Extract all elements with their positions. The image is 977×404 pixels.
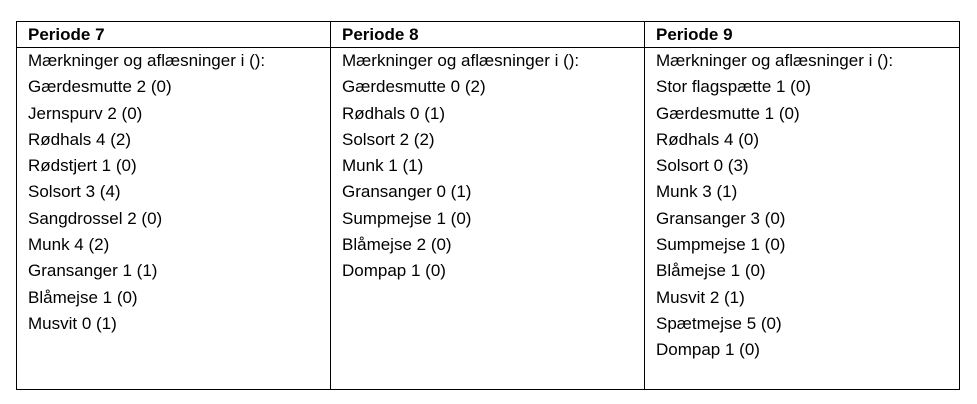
species-entry: Munk 3 (1) <box>656 182 738 202</box>
species-entry: Blåmejse 1 (0) <box>656 261 766 281</box>
species-entry: Rødhals 4 (2) <box>28 129 131 149</box>
cell-intro: Mærkninger og aflæsninger i (): <box>342 51 580 70</box>
period-header: Periode 8 <box>331 22 645 48</box>
cell-intro: Mærkninger og aflæsninger i (): <box>28 51 266 70</box>
species-entry: Gransanger 3 (0) <box>656 208 786 228</box>
period-cell <box>17 48 331 390</box>
species-entry: Musvit 0 (1) <box>28 313 117 333</box>
species-entry: Solsort 0 (3) <box>656 156 749 176</box>
species-entry: Sangdrossel 2 (0) <box>28 208 163 228</box>
species-entry: Dompap 1 (0) <box>342 261 446 281</box>
period-cell <box>645 48 960 390</box>
species-entry: Blåmejse 1 (0) <box>28 287 138 307</box>
species-entry: Sumpmejse 1 (0) <box>342 208 472 228</box>
species-entry: Stor flagspætte 1 (0) <box>656 77 811 97</box>
ringing-periods-table <box>16 21 960 390</box>
species-entry: Rødhals 0 (1) <box>342 103 445 123</box>
species-entry: Musvit 2 (1) <box>656 287 745 307</box>
species-entry: Rødstjert 1 (0) <box>28 156 137 176</box>
species-entry: Gransanger 1 (1) <box>28 261 158 281</box>
species-entry: Blåmejse 2 (0) <box>342 235 452 255</box>
period-header: Periode 9 <box>645 22 960 48</box>
period-header: Periode 7 <box>17 22 331 48</box>
cell-intro: Mærkninger og aflæsninger i (): <box>656 51 894 70</box>
period-cell <box>331 48 645 390</box>
species-entry: Sumpmejse 1 (0) <box>656 235 786 255</box>
species-entry: Gærdesmutte 2 (0) <box>28 77 172 97</box>
species-entry: Rødhals 4 (0) <box>656 129 759 149</box>
species-entry: Munk 4 (2) <box>28 235 110 255</box>
content-row <box>17 48 960 390</box>
header-row <box>17 22 960 48</box>
species-entry: Jernspurv 2 (0) <box>28 103 143 123</box>
species-entry: Gransanger 0 (1) <box>342 182 472 202</box>
species-entry: Dompap 1 (0) <box>656 340 760 360</box>
species-entry: Solsort 2 (2) <box>342 129 435 149</box>
species-entry: Munk 1 (1) <box>342 156 424 176</box>
species-entry: Gærdesmutte 0 (2) <box>342 77 486 97</box>
species-entry: Solsort 3 (4) <box>28 182 121 202</box>
species-entry: Gærdesmutte 1 (0) <box>656 103 800 123</box>
species-entry: Spætmejse 5 (0) <box>656 313 782 333</box>
